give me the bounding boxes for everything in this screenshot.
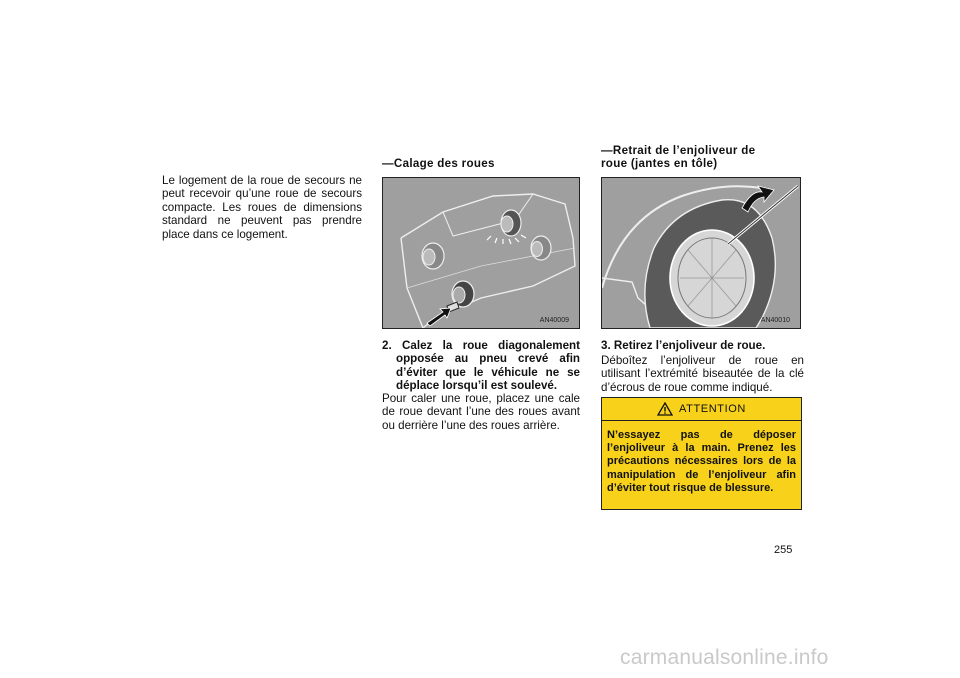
warning-triangle-icon	[657, 402, 673, 416]
page-number: 255	[774, 544, 793, 556]
step-2: 2. Calez la roue diagonalement opposée au pneu crevé afin d’éviter que le véhicule ne se déplace lorsqu’il est soulevé.	[382, 339, 580, 393]
car-wheels-drawing	[383, 178, 579, 328]
hubcap-paragraph: Déboîtez l’enjoliveur de roue en utilisant l’extrémité biseautée de la clé d’écrous de roue comme indiqué.	[601, 354, 804, 394]
hubcap-removal-illustration	[601, 177, 801, 329]
wheel-blocking-paragraph: Pour caler une roue, placez une cale de roue devant l’une des roues avant ou derrière l’une des roues arrière.	[382, 392, 580, 432]
warning-header	[602, 398, 801, 421]
arrow-icon	[427, 308, 451, 326]
step-3: 3. Retirez l’enjoliveur de roue.	[601, 339, 766, 352]
front-wheel-left	[422, 243, 444, 269]
rear-wheel-right	[531, 236, 551, 260]
warning-box	[601, 397, 802, 510]
figure-code: AN40010	[760, 317, 790, 324]
section-heading-hubcap-line1: —Retrait de l’enjoliveur de	[601, 144, 756, 157]
wheel-blocking-illustration	[382, 177, 580, 329]
warning-text: N’essayez pas de déposer l’enjoliveur à la main. Prenez les précautions nécessaires lors de la manipulation de l’enjoliveur afin d’éviter tout risque de blessure.	[607, 429, 796, 494]
spare-wheel-note: Le logement de la roue de secours ne peut recevoir qu’une roue de secours compacte. Les roues de dimensions standard ne peuvent pas prendre place dans ce logement.	[162, 174, 362, 241]
rear-wheel-top	[487, 210, 526, 244]
wheel-hubcap-drawing	[602, 178, 800, 328]
section-heading-wheel-blocking: —Calage des roues	[382, 157, 495, 170]
section-heading-hubcap-line2: roue (jantes en tôle)	[601, 157, 718, 170]
figure-code: AN40009	[539, 317, 569, 324]
watermark: carmanualsonline.info	[620, 646, 829, 669]
warning-title: ATTENTION	[679, 403, 746, 415]
